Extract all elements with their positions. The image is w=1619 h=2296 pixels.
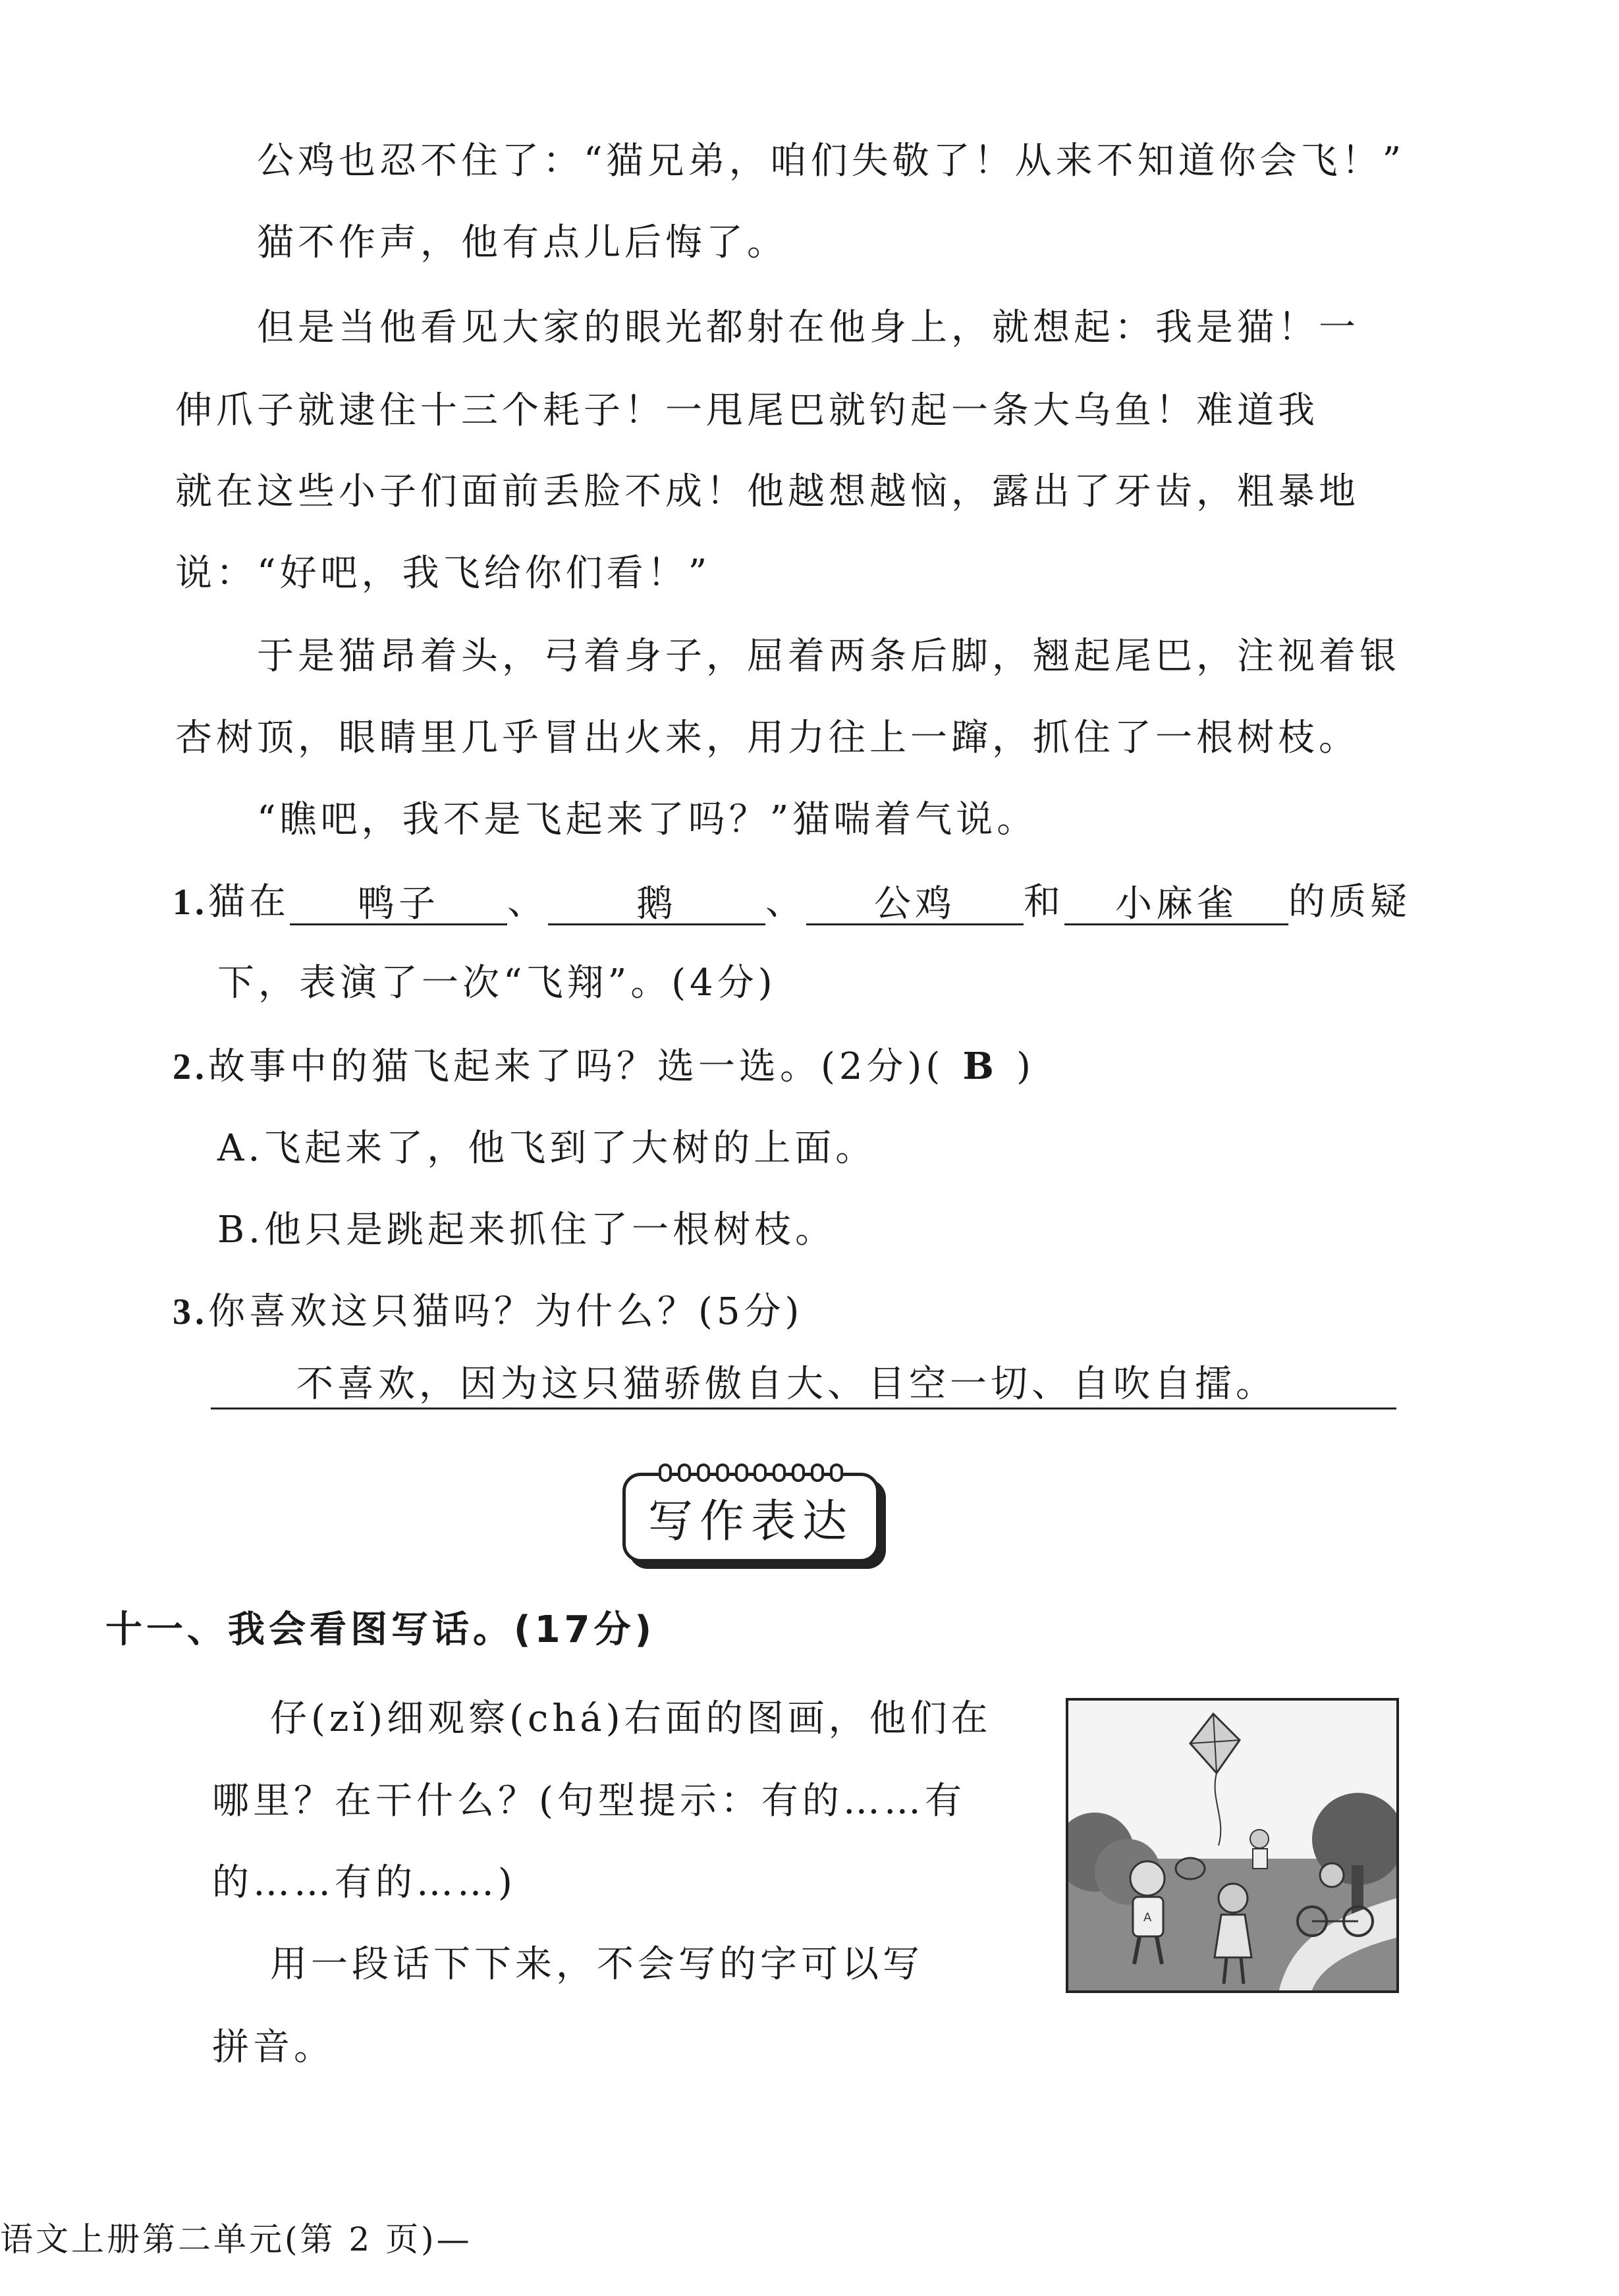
answer-blank[interactable]: 公鸡 [806,881,1024,925]
story-line: 于是猫昂着头，弓着身子，屈着两条后脚，翘起尾巴，注视着银 [257,635,1400,678]
question-number: 2. [173,1047,208,1087]
q11-line: 的……有的……) [212,1861,516,1904]
question-number: 3. [173,1292,208,1332]
park-illustration [1066,1698,1399,1993]
story-line: 杏树顶，眼睛里几乎冒出火来，用力往上一蹿，抓住了一根树枝。 [175,717,1359,759]
page-footer: 语文上册第二单元(第 2 页)— [0,2220,472,2258]
q1-prefix: 猫在 [208,881,290,923]
q11-line: 仔(zǐ)细观察(chá)右面的图画，他们在 [270,1697,992,1740]
separator: 、 [765,881,806,923]
story-line: 公鸡也忍不住了：“猫兄弟，咱们失敬了！从来不知道你会飞！” [257,140,1406,182]
q1-suffix: 的质疑 [1288,881,1411,923]
question-1 [173,879,1411,925]
question-number: 1. [173,882,208,923]
question-3 [173,1289,803,1335]
story-line: 伸爪子就逮住十三个耗子！一甩尾巴就钓起一条大乌鱼！难道我 [175,389,1319,432]
q1-line-2: 下，表演了一次“飞翔”。(4分) [217,962,777,1004]
q2-answer[interactable]: B [962,1045,998,1088]
story-line: 猫不作声，他有点儿后悔了。 [257,221,788,264]
q3-text: 你喜欢这只猫吗？为什么？(5分) [208,1290,804,1333]
q3-answer[interactable]: 不喜欢，因为这只猫骄傲自大、目空一切、自吹自擂。 [296,1363,1276,1406]
q11-line: 拼音。 [212,2026,335,2069]
svg-text:A: A [1143,1911,1152,1925]
story-line: 但是当他看见大家的眼光都射在他身上，就想起：我是猫！一 [257,306,1359,349]
option-a: A.飞起来了，他飞到了大树的上面。 [217,1127,877,1170]
answer-line [211,1405,1396,1409]
question-2 [173,1043,1035,1090]
park-scene-image [1068,1701,1396,1990]
story-line: 说：“好吧，我飞给你们看！” [175,552,711,595]
section-title: 写作表达 [647,1495,854,1548]
separator: 、 [507,881,548,923]
q11-line: 用一段话下下来，不会写的字可以写 [270,1943,923,1986]
notebook-rings [659,1463,843,1483]
q11-line: 哪里？在干什么？(句型提示：有的……有 [212,1780,966,1822]
option-b: B.他只是跳起来抓住了一根树枝。 [217,1209,836,1251]
answer-blank[interactable]: 鸭子 [290,881,507,925]
q11-heading: 十一、我会看图写话。(17分) [105,1608,656,1651]
section-badge [622,1473,879,1562]
q2-text: 故事中的猫飞起来了吗？选一选。(2分)( [208,1045,945,1088]
answer-blank[interactable]: 鹅 [548,881,765,925]
answer-blank[interactable]: 小麻雀 [1064,881,1288,925]
story-line: 就在这些小子们面前丢脸不成！他越想越恼，露出了牙齿，粗暴地 [175,470,1359,513]
q2-close: ) [1016,1045,1035,1088]
separator: 和 [1024,881,1064,923]
story-line: “瞧吧，我不是飞起来了吗？”猫喘着气说。 [257,798,1038,841]
